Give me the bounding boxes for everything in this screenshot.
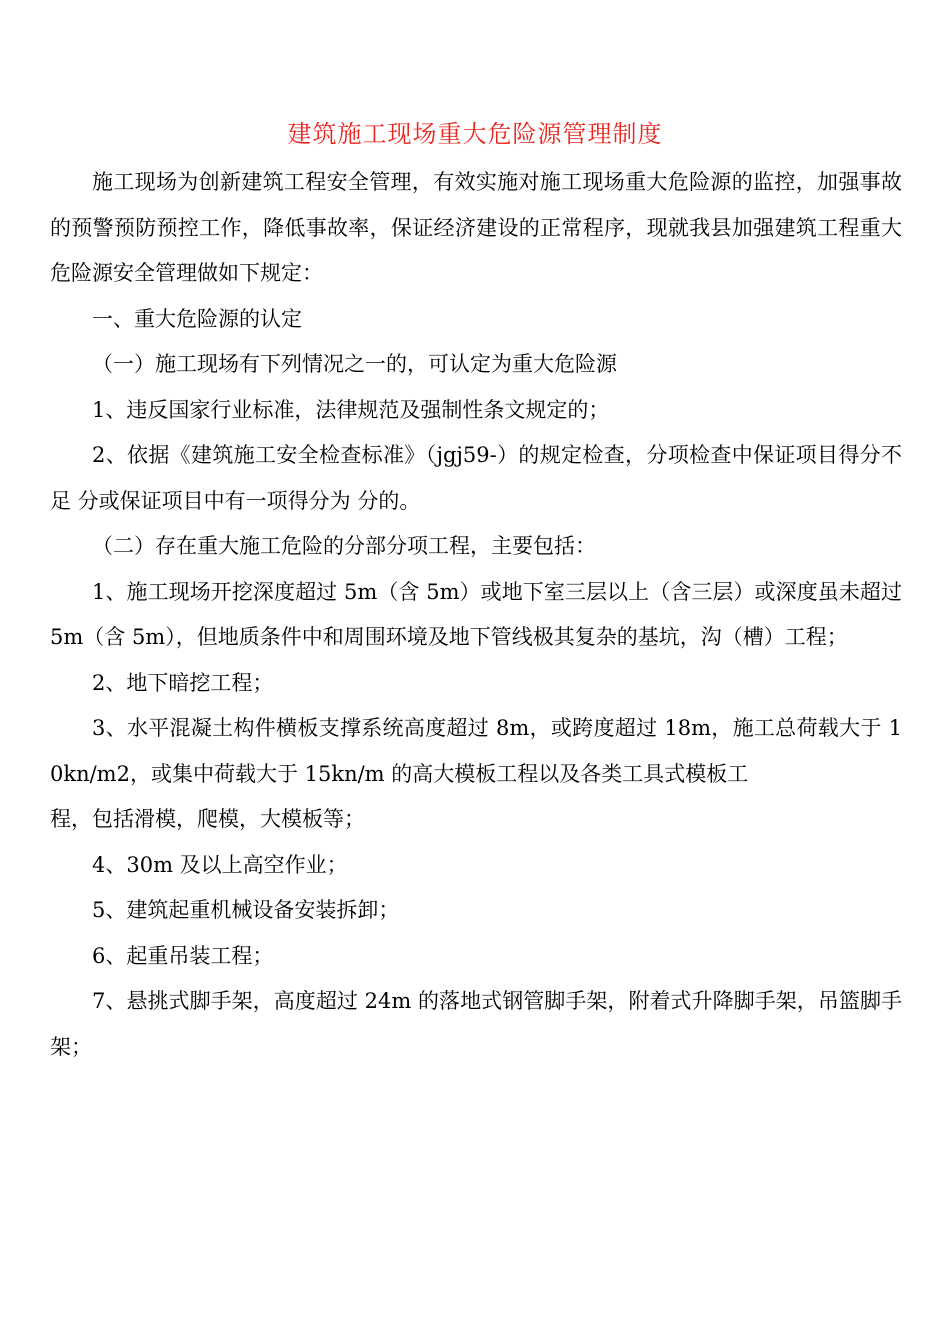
list-item: 1、违反国家行业标准，法律规范及强制性条文规定的；	[92, 397, 610, 422]
intro-paragraph: 施工现场为创新建筑工程安全管理，有效实施对施工现场重大危险源的监控，加强事故的预警预防预控工作，降低事故率，保证经济建设的正常程序，现就我县加强建筑工程重大危险源安全管理做如下规定：	[50, 170, 902, 285]
document-body	[50, 160, 902, 1070]
list-item: 4、30m 及以上高空作业；	[92, 852, 348, 877]
list-item-continuation: 程，包括滑模，爬模，大模板等；	[50, 807, 365, 831]
list-item: 1、施工现场开挖深度超过 5m（含 5m）或地下室三层以上（含三层）或深度虽未超过 5m（含 5m），但地质条件中和周围环境及地下管线极其复杂的基坑，沟（槽）工程；	[50, 579, 902, 649]
subsection-heading-1: （一）施工现场有下列情况之一的，可认定为重大危险源	[92, 352, 617, 376]
section-heading-1: 一、重大危险源的认定	[92, 306, 302, 331]
list-item: 5、建筑起重机械设备安装拆卸；	[92, 898, 400, 922]
list-item: 7、悬挑式脚手架，高度超过 24m 的落地式钢管脚手架，附着式升降脚手架，吊篮脚手架；	[50, 989, 902, 1059]
list-item	[50, 706, 902, 843]
list-item: 6、起重吊装工程；	[92, 943, 274, 968]
list-item: 2、依据《建筑施工安全检查标准》（jgj59-）的规定检查，分项检查中保证项目得分不足 分或保证项目中有一项得分为 分的。	[50, 443, 902, 513]
subsection-heading-2: （二）存在重大施工危险的分部分项工程，主要包括：	[92, 534, 596, 558]
list-item: 2、地下暗挖工程；	[92, 670, 274, 695]
document-title: 建筑施工现场重大危险源管理制度	[287, 120, 663, 148]
list-item-text: 3、水平混凝土构件横板支撑系统高度超过 8m，或跨度超过 18m，施工总荷载大于 10kn/m2，或集中荷载大于 15kn/m 的高大模板工程以及各类工具式模板工	[50, 716, 902, 786]
